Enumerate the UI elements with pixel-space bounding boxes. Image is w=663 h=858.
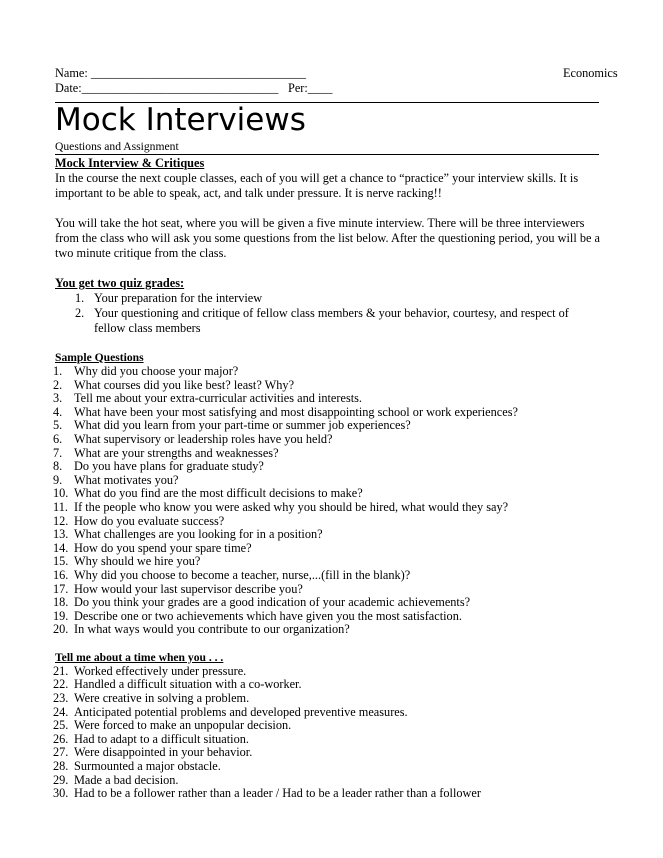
item-text: How do you evaluate success? — [74, 513, 225, 528]
sample-question — [55, 365, 603, 379]
item-text: Had to be a follower rather than a leader / Had to be a leader rather than a follower — [74, 786, 481, 801]
page-subtitle: Questions and Assignment — [55, 140, 179, 153]
item-number: 29. — [53, 772, 69, 787]
item-number: 11. — [53, 499, 68, 514]
item-number: 25. — [53, 718, 69, 733]
item-text: How would your last supervisor describe you? — [74, 581, 303, 596]
date-line: Date:________________________________ — [55, 81, 279, 95]
item-text: Worked effectively under pressure. — [74, 663, 247, 678]
item-text: In what ways would you contribute to our organization? — [74, 622, 350, 637]
item-text: What motivates you? — [74, 472, 179, 487]
time-question — [55, 760, 603, 774]
page-title: Mock Interviews — [55, 102, 306, 138]
item-number: 5. — [53, 418, 63, 433]
item-number: 14. — [53, 540, 69, 555]
sample-questions-list — [55, 365, 603, 637]
item-number: 17. — [53, 581, 69, 596]
item-text: Your questioning and critique of fellow class members & your behavior, courtesy, and respect of fellow class members — [94, 306, 569, 335]
time-question — [55, 665, 603, 679]
sample-question — [55, 623, 603, 637]
item-text: What did you learn from your part-time or summer job experiences? — [74, 418, 411, 433]
item-number: 4. — [53, 404, 63, 419]
sample-question — [55, 515, 603, 529]
time-heading: Tell me about a time when you . . . — [55, 650, 224, 664]
sample-question — [55, 542, 603, 556]
item-text: Describe one or two achievements which have given you the most satisfaction. — [74, 608, 462, 623]
quiz-list — [55, 291, 603, 336]
sample-question — [55, 419, 603, 433]
item-number: 27. — [53, 745, 69, 760]
item-text: How do you spend your spare time? — [74, 540, 252, 555]
item-number: 12. — [53, 513, 69, 528]
time-question — [55, 719, 603, 733]
subtitle-rule — [55, 154, 599, 155]
item-text: Anticipated potential problems and developed preventive measures. — [74, 704, 408, 719]
item-text: What courses did you like best? least? Why? — [74, 377, 295, 392]
sample-question — [55, 528, 603, 542]
time-questions-list — [55, 665, 603, 801]
sample-question — [55, 569, 603, 583]
time-question — [55, 692, 603, 706]
sample-question — [55, 433, 603, 447]
sample-heading: Sample Questions — [55, 351, 144, 364]
quiz-item — [55, 291, 603, 306]
quiz-item — [55, 306, 603, 336]
item-number: 15. — [53, 554, 69, 569]
time-question — [55, 746, 603, 760]
item-text: What supervisory or leadership roles have you held? — [74, 431, 333, 446]
item-number: 7. — [53, 445, 63, 460]
instructions-paragraph: You will take the hot seat, where you will be given a five minute interview. There will be three interviewers from the class who will ask you some questions from the list below. After the questioning period, you will be a two minute critique from the class. — [55, 216, 600, 260]
item-number: 9. — [53, 472, 63, 487]
item-number: 26. — [53, 731, 69, 746]
sample-question — [55, 460, 603, 474]
subject-label: Economics — [563, 66, 618, 80]
sample-question — [55, 487, 603, 501]
item-number: 28. — [53, 759, 69, 774]
sample-question — [55, 555, 603, 569]
item-number: 6. — [53, 431, 63, 446]
time-question — [55, 774, 603, 788]
sample-question — [55, 379, 603, 393]
intro-paragraph: In the course the next couple classes, each of you will get a chance to “practice” your interview skills. It is important to be able to speak, act, and talk under pressure. It is nerve racking!! — [55, 171, 579, 200]
item-text: Do you have plans for graduate study? — [74, 459, 264, 474]
item-number: 30. — [53, 786, 69, 801]
item-number: 18. — [53, 595, 69, 610]
quiz-heading: You get two quiz grades: — [55, 276, 185, 290]
item-text: Had to adapt to a difficult situation. — [74, 731, 249, 746]
item-text: Were creative in solving a problem. — [74, 691, 250, 706]
item-number: 2. — [75, 306, 85, 320]
sample-question — [55, 501, 603, 515]
item-text: Handled a difficult situation with a co-worker. — [74, 677, 302, 692]
sample-question — [55, 583, 603, 597]
item-number: 8. — [53, 459, 63, 474]
time-question — [55, 733, 603, 747]
sample-question — [55, 406, 603, 420]
item-text: Surmounted a major obstacle. — [74, 759, 221, 774]
item-number: 16. — [53, 567, 69, 582]
sample-question — [55, 447, 603, 461]
sample-question — [55, 610, 603, 624]
section-heading: Mock Interview & Critiques — [55, 156, 205, 170]
item-text: What do you find are the most difficult decisions to make? — [74, 486, 363, 501]
sample-question — [55, 392, 603, 406]
item-text: Do you think your grades are a good indication of your academic achievements? — [74, 595, 471, 610]
item-number: 23. — [53, 691, 69, 706]
item-number: 1. — [75, 291, 85, 305]
name-line: Name: ___________________________________ — [55, 66, 307, 80]
time-question — [55, 678, 603, 692]
item-text: If the people who know you were asked why you should be hired, what would they say? — [74, 499, 509, 514]
item-number: 3. — [53, 391, 63, 406]
item-text: Were forced to make an unpopular decision. — [74, 718, 292, 733]
item-text: Your preparation for the interview — [94, 291, 263, 305]
time-question — [55, 706, 603, 720]
time-question — [55, 787, 603, 801]
item-number: 24. — [53, 704, 69, 719]
item-number: 20. — [53, 622, 69, 637]
item-number: 13. — [53, 527, 69, 542]
item-number: 22. — [53, 677, 69, 692]
item-text: Tell me about your extra-curricular activities and interests. — [74, 391, 363, 406]
item-number: 21. — [53, 663, 69, 678]
item-text: Why did you choose your major? — [74, 364, 239, 378]
item-number: 10. — [53, 486, 69, 501]
sample-question — [55, 474, 603, 488]
sample-question — [55, 596, 603, 610]
item-text: What are your strengths and weaknesses? — [74, 445, 279, 460]
item-number: 2. — [53, 377, 63, 392]
item-number: 1. — [53, 364, 63, 378]
item-text: Made a bad decision. — [74, 772, 179, 787]
item-text: Why did you choose to become a teacher, nurse,...(fill in the blank)? — [74, 567, 411, 582]
item-text: What challenges are you looking for in a position? — [74, 527, 323, 542]
item-text: Why should we hire you? — [74, 554, 201, 569]
item-number: 19. — [53, 608, 69, 623]
document-body — [55, 156, 603, 801]
item-text: What have been your most satisfying and most disappointing school or work experiences? — [74, 404, 518, 419]
item-text: Were disappointed in your behavior. — [74, 745, 253, 760]
period-line: Per:____ — [288, 81, 333, 95]
